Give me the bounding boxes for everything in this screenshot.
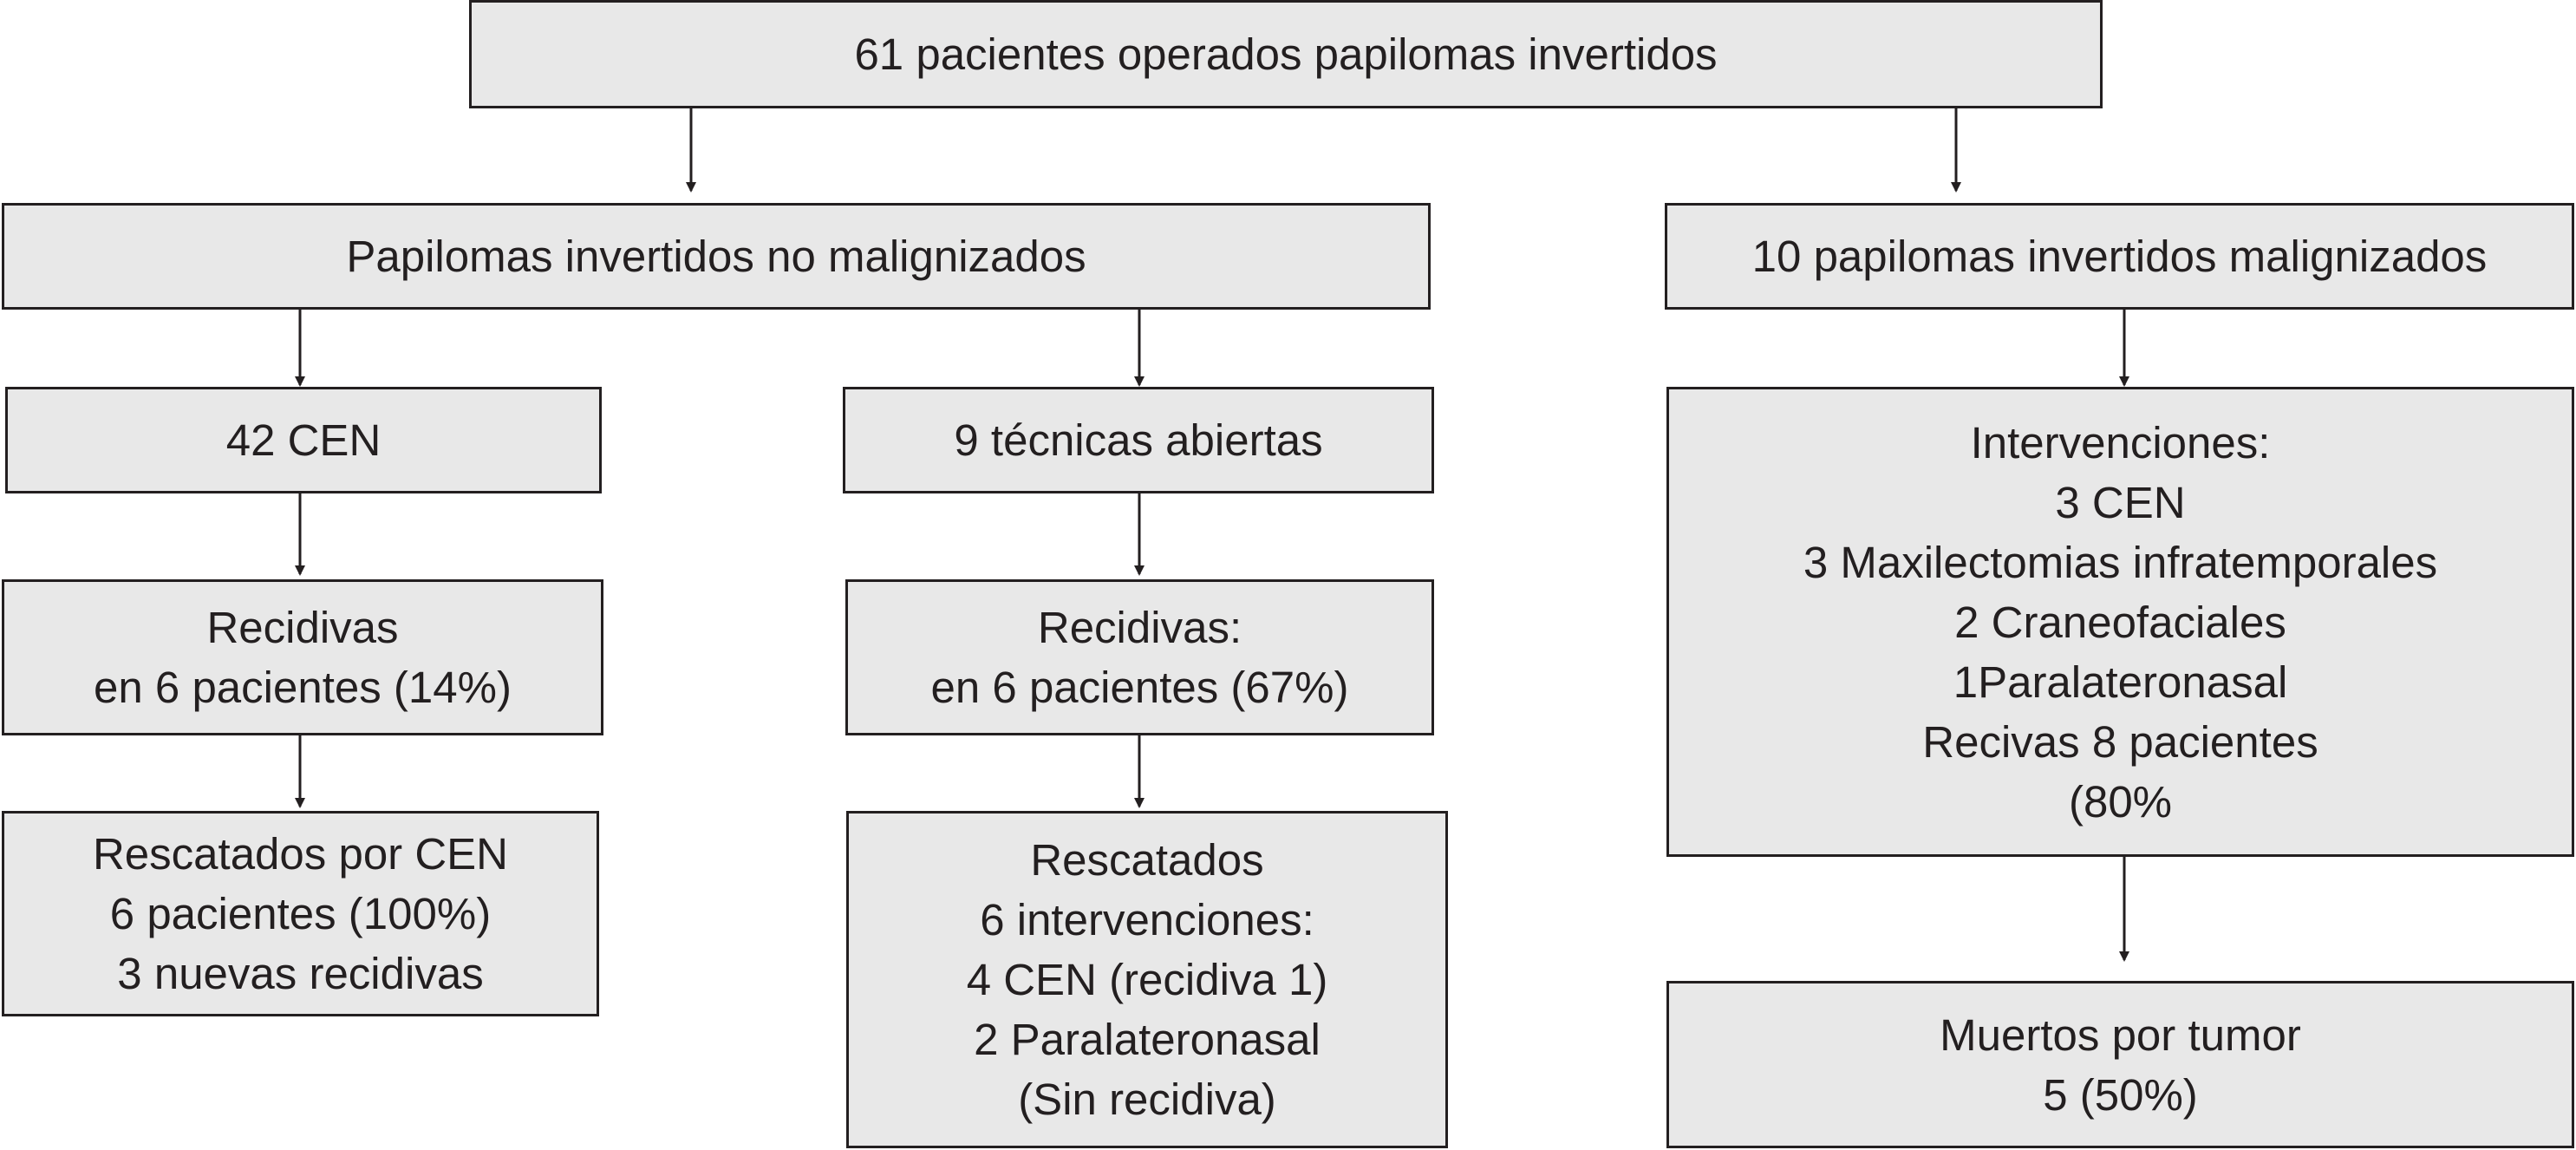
open-techniques-box-line: 9 técnicas abiertas: [954, 415, 1323, 465]
malignant-box: [1665, 203, 2574, 310]
open-rescue-box-line: 4 CEN (recidiva 1): [966, 955, 1328, 1004]
open-rescue-box-line: (Sin recidiva): [1018, 1075, 1276, 1124]
malignant-box-line: 10 papilomas invertidos malignizados: [1751, 232, 2488, 281]
deaths-box-line: Muertos por tumor: [1940, 1010, 2301, 1060]
open-recurrence-box-line: Recidivas:: [1037, 603, 1242, 652]
malignant-interventions-box: [1666, 387, 2574, 857]
non-malignant-box-line: Papilomas invertidos no malignizados: [346, 232, 1086, 281]
cen-rescue-box: [2, 811, 599, 1016]
open-recurrence-box-line: en 6 pacientes (67%): [930, 663, 1349, 712]
open-rescue-box: [846, 811, 1448, 1148]
non-malignant-box: [2, 203, 1431, 310]
cen-box: [5, 387, 602, 493]
malignant-interventions-box-line: (80%: [2068, 776, 2173, 827]
malignant-interventions-box-line: Intervenciones:: [1970, 417, 2271, 467]
root-box-line: 61 pacientes operados papilomas invertidos: [854, 29, 1718, 79]
open-recurrence-box: [845, 579, 1434, 735]
cen-rescue-box-line: 6 pacientes (100%): [109, 889, 492, 938]
malignant-interventions-box-line: 3 CEN: [2055, 477, 2186, 527]
malignant-interventions-box-line: Recivas 8 pacientes: [1922, 716, 2318, 767]
open-rescue-box-line: 6 intervenciones:: [980, 895, 1314, 944]
deaths-box-line: 5 (50%): [2043, 1069, 2198, 1120]
cen-recurrence-box-line: Recidivas: [206, 603, 399, 652]
cen-rescue-box-line: Rescatados por CEN: [92, 829, 509, 879]
cen-recurrence-box-line: en 6 pacientes (14%): [94, 663, 512, 712]
open-rescue-box-line: Rescatados: [1030, 835, 1264, 885]
open-rescue-box-line: 2 Paralateronasal: [974, 1015, 1321, 1064]
malignant-interventions-box-line: 2 Craneofaciales: [1954, 597, 2286, 647]
cen-recurrence-box: [2, 579, 603, 735]
open-techniques-box: [843, 387, 1434, 493]
cen-rescue-box-line: 3 nuevas recidivas: [117, 949, 484, 998]
root-box: [469, 0, 2103, 108]
cen-box-line: 42 CEN: [225, 415, 382, 465]
malignant-interventions-box-line: 3 Maxilectomias infratemporales: [1803, 537, 2438, 587]
malignant-interventions-box-line: 1Paralateronasal: [1953, 657, 2288, 707]
deaths-box: [1666, 981, 2574, 1148]
